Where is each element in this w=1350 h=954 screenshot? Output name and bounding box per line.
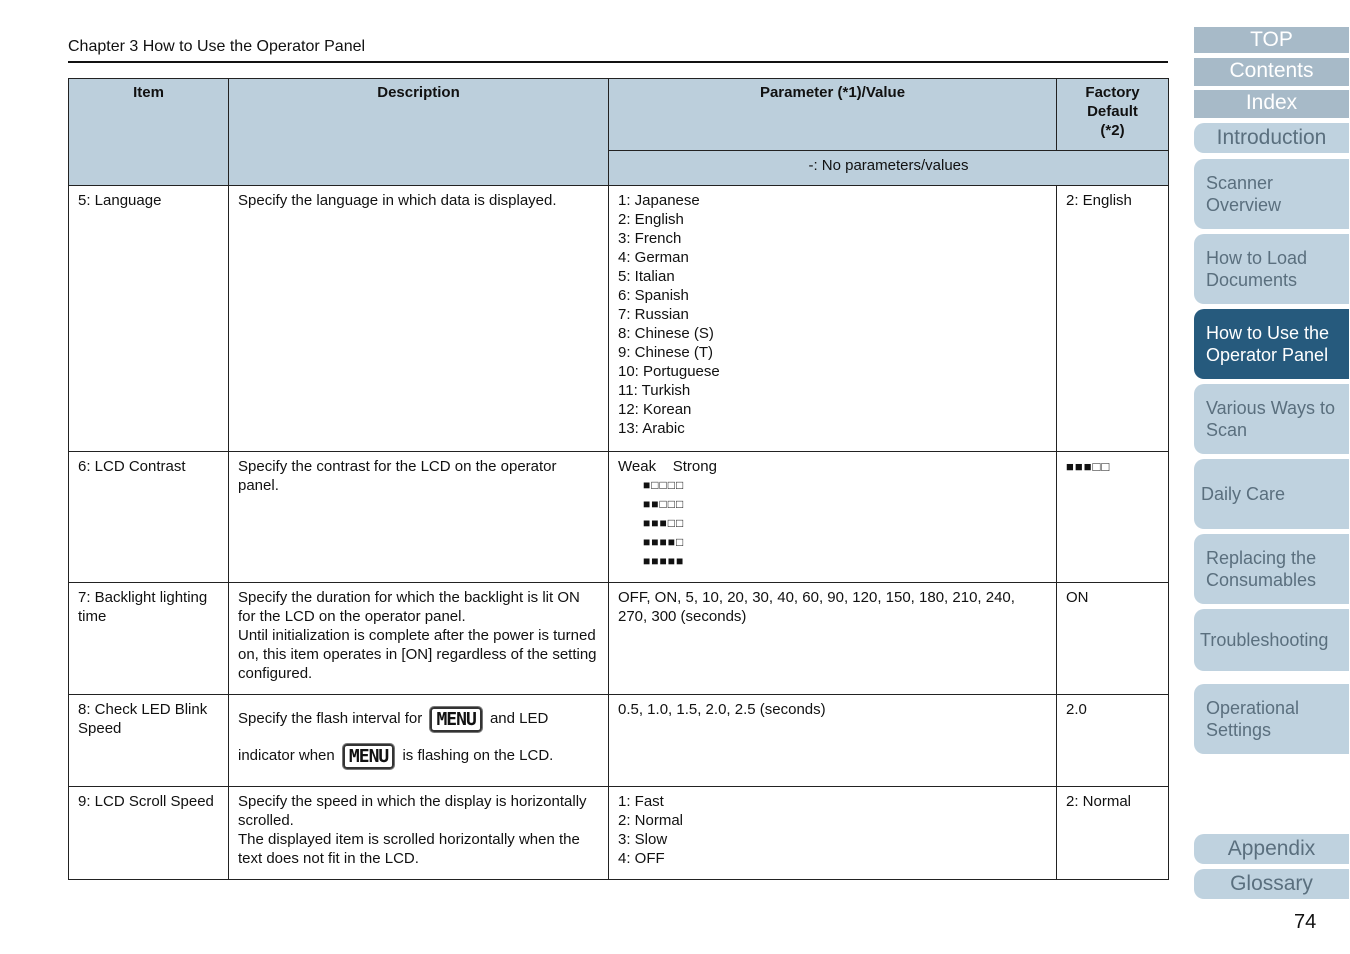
value-option: 10: Portuguese [618, 363, 720, 380]
value-option: 11: Turkish [618, 382, 691, 399]
description-text: indicator when [238, 747, 335, 764]
item-cell: 5: Language [69, 186, 229, 452]
value-option: 9: Chinese (T) [618, 344, 714, 361]
nav-tab-operator-panel[interactable]: How to Use the Operator Panel [1194, 309, 1349, 379]
header-factory-default-line: (*2) [1100, 122, 1125, 139]
description-cell [229, 695, 609, 787]
no-parameters-note: -: No parameters/values [609, 151, 1169, 186]
description-text: The displayed item is scrolled horizontally when the text does not fit in the LCD. [238, 831, 580, 867]
value-option: 6: Spanish [618, 287, 689, 304]
item-cell: 7: Backlight lighting time [69, 583, 229, 695]
description-cell [229, 452, 609, 583]
item-cell: 9: LCD Scroll Speed [69, 787, 229, 880]
value-option: 3: Slow [618, 831, 668, 848]
contrast-level: ■■□□□ [643, 497, 685, 511]
value-option: 2: English [618, 211, 684, 228]
nav-tab-replacing-consumables[interactable]: Replacing the Consumables [1194, 534, 1349, 604]
table-row [69, 452, 1169, 583]
value-option: 4: German [618, 249, 689, 266]
description-text: Specify the flash interval for [238, 710, 423, 727]
description-text: and LED [489, 710, 549, 727]
table-row [69, 787, 1169, 880]
menu-icon: MENU [430, 707, 481, 732]
contrast-level: ■□□□□ [643, 478, 685, 492]
nav-top-button[interactable]: TOP [1194, 27, 1349, 53]
default-cell: 2: English [1057, 186, 1169, 452]
title-divider [68, 61, 1168, 63]
values-cell [609, 186, 1057, 452]
nav-tab-scanner-overview[interactable]: Scanner Overview [1194, 159, 1349, 229]
description-cell [229, 186, 609, 452]
description-cell [229, 583, 609, 695]
values-cell: OFF, ON, 5, 10, 20, 30, 40, 60, 90, 120, 150, 180, 210, 240, 270, 300 (seconds) [609, 583, 1057, 695]
header-description: Description [229, 79, 609, 186]
description-text: Specify the contrast for the LCD on the operator panel. [238, 458, 557, 494]
default-cell: ON [1057, 583, 1169, 695]
value-option: 7: Russian [618, 306, 689, 323]
default-cell: 2.0 [1057, 695, 1169, 787]
values-cell [609, 452, 1057, 583]
values-cell: 0.5, 1.0, 1.5, 2.0, 2.5 (seconds) [609, 695, 1057, 787]
table-header-row [69, 79, 1169, 151]
nav-tab-appendix[interactable]: Appendix [1194, 834, 1349, 864]
value-option: 13: Arabic [618, 420, 685, 437]
nav-tab-operational-settings[interactable]: Operational Settings [1194, 684, 1349, 754]
item-cell: 6: LCD Contrast [69, 452, 229, 583]
value-option: 8: Chinese (S) [618, 325, 714, 342]
nav-tab-troubleshooting[interactable]: Troubleshooting [1194, 609, 1349, 671]
table-row [69, 186, 1169, 452]
value-option: 2: Normal [618, 812, 684, 829]
value-option: 4: OFF [618, 850, 665, 867]
header-factory-default-line: Default [1087, 103, 1138, 120]
nav-index-button[interactable]: Index [1194, 90, 1349, 118]
nav-tab-glossary[interactable]: Glossary [1194, 869, 1349, 899]
item-cell: 8: Check LED Blink Speed [69, 695, 229, 787]
description-text: is flashing on the LCD. [402, 747, 554, 764]
contrast-scale-label: Weak Strong [618, 458, 717, 475]
value-option: 12: Korean [618, 401, 692, 418]
nav-tab-various-ways-to-scan[interactable]: Various Ways to Scan [1194, 384, 1349, 454]
description-text: Specify the language in which data is displayed. [238, 192, 557, 209]
chapter-title: Chapter 3 How to Use the Operator Panel [68, 38, 366, 55]
value-option: 1: Fast [618, 793, 664, 810]
default-cell: 2: Normal [1057, 787, 1169, 880]
header-parameter: Parameter (*1)/Value [609, 79, 1057, 151]
value-option: 5: Italian [618, 268, 675, 285]
page-number: 74 [1294, 911, 1317, 933]
contrast-level: ■■■■□ [643, 535, 685, 549]
header-item: Item [69, 79, 229, 186]
value-option: 1: Japanese [618, 192, 700, 209]
nav-contents-button[interactable]: Contents [1194, 58, 1349, 86]
table-row [69, 583, 1169, 695]
values-cell [609, 787, 1057, 880]
description-cell [229, 787, 609, 880]
value-option: 3: French [618, 230, 682, 247]
description-text: Specify the speed in which the display is horizontally scrolled. [238, 793, 587, 829]
description-text: Specify the duration for which the backlight is lit ON for the LCD on the operator panel. [238, 589, 580, 625]
nav-tab-daily-care[interactable]: Daily Care [1194, 459, 1349, 529]
menu-icon: MENU [343, 744, 394, 769]
nav-tab-introduction[interactable]: Introduction [1194, 123, 1349, 153]
default-cell: ■■■□□ [1057, 452, 1169, 583]
header-factory-default-line: Factory [1085, 84, 1140, 101]
nav-tab-how-to-load-documents[interactable]: How to Load Documents [1194, 234, 1349, 304]
contrast-level: ■■■□□ [643, 516, 685, 530]
table-row [69, 695, 1169, 787]
description-text: Until initialization is complete after the power is turned on, this item operates in [ON] regardless of the setting configured. [238, 627, 597, 682]
header-factory-default [1057, 79, 1169, 151]
contrast-level: ■■■■■ [643, 554, 685, 568]
settings-table [68, 78, 1169, 880]
